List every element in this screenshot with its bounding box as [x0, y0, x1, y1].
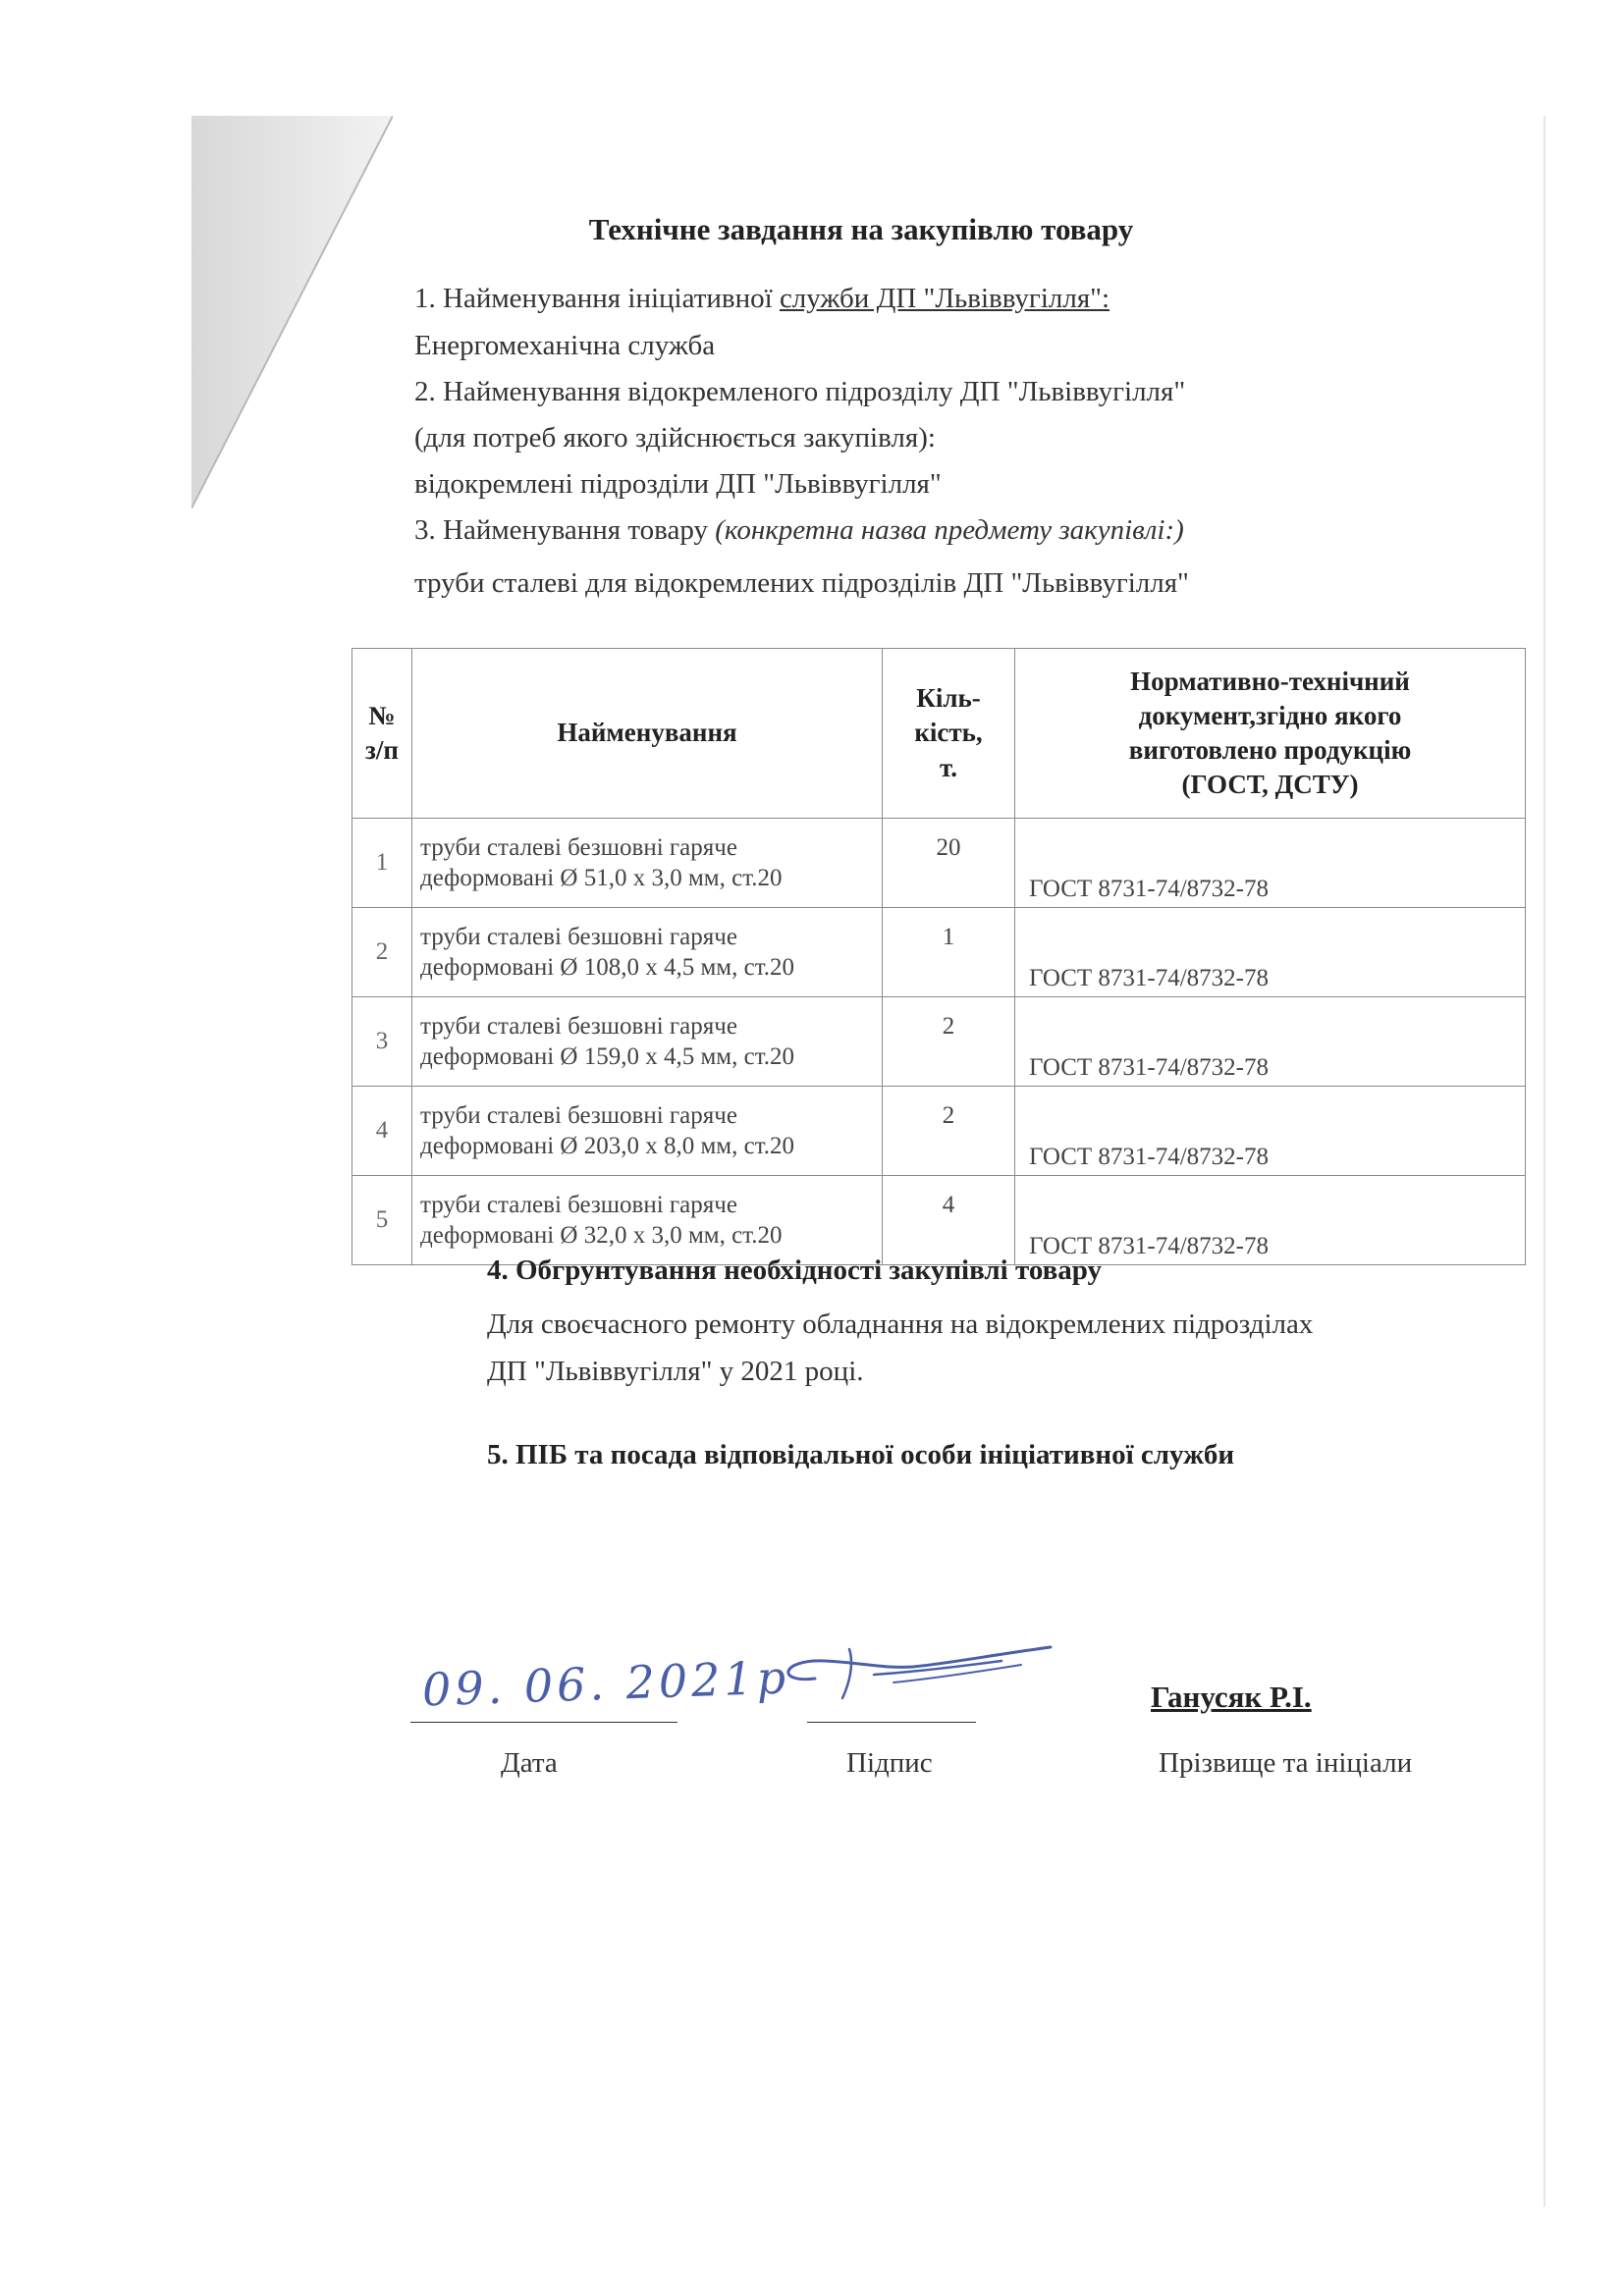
label-name: Прізвище та ініціали [1159, 1747, 1413, 1779]
row-num: 3 [352, 997, 412, 1087]
section2-value: відокремлені підрозділи ДП "Львіввугілля" [414, 468, 942, 500]
table-row [352, 1176, 1526, 1265]
row-num: 4 [352, 1087, 412, 1176]
section3-value: труби сталеві для відокремлених підрозділів ДП "Львіввугілля" [414, 567, 1189, 599]
header-num: № з/п [352, 649, 412, 819]
handwritten-date: 09. 06. 2021р [421, 1650, 790, 1717]
row-num: 2 [352, 908, 412, 997]
document-title: Технічне завдання на закупівлю товару [588, 212, 1134, 246]
row-doc: ГОСТ 8731-74/8732-78 [1015, 1087, 1526, 1176]
row-num: 1 [352, 819, 412, 908]
scan-right-edge [1543, 116, 1545, 2207]
row-name: труби сталеві безшовні гаряче деформовані Ø 203,0 х 8,0 мм, ст.20 [412, 1087, 883, 1176]
label-signature: Підпис [846, 1747, 933, 1779]
goods-table [352, 648, 1526, 1265]
surname: Ганусяк Р.І. [1151, 1680, 1312, 1714]
row-qty: 2 [883, 997, 1015, 1087]
row-qty: 4 [883, 1176, 1015, 1265]
row-name: труби сталеві безшовні гаряче деформовані Ø 51,0 х 3,0 мм, ст.20 [412, 819, 883, 908]
header-doc: Нормативно-технічний документ,згідно якого виготовлено продукцію (ГОСТ, ДСТУ) [1015, 649, 1526, 819]
header-qty: Кіль- кість, т. [883, 649, 1015, 819]
row-doc: ГОСТ 8731-74/8732-78 [1015, 908, 1526, 997]
date-line [410, 1722, 677, 1723]
signature-line [807, 1722, 976, 1723]
row-doc: ГОСТ 8731-74/8732-78 [1015, 819, 1526, 908]
table-header-row [352, 649, 1526, 819]
table-row [352, 819, 1526, 908]
section3-label: 3. Найменування товару (конкретна назва предмету закупівлі:) [414, 514, 1184, 546]
section4-line1: Для своєчасного ремонту обладнання на відокремлених підрозділах [487, 1308, 1314, 1340]
section1-value: Енергомеханічна служба [414, 330, 716, 361]
row-doc: ГОСТ 8731-74/8732-78 [1015, 997, 1526, 1087]
row-qty: 1 [883, 908, 1015, 997]
section3-label-italic: (конкретна назва предмету закупівлі:) [715, 514, 1184, 546]
section4-heading: 4. Обгрунтування необхідності закупівлі товару [487, 1255, 1103, 1286]
row-name: труби сталеві безшовні гаряче деформовані Ø 32,0 х 3,0 мм, ст.20 [412, 1176, 883, 1265]
row-doc: ГОСТ 8731-74/8732-78 [1015, 1176, 1526, 1265]
row-qty: 2 [883, 1087, 1015, 1176]
row-name: труби сталеві безшовні гаряче деформовані Ø 159,0 х 4,5 мм, ст.20 [412, 997, 883, 1087]
section1-label: 1. Найменування ініціативної служби ДП "Львіввугілля": [414, 283, 1110, 314]
section4-line2: ДП "Львіввугілля" у 2021 році. [487, 1356, 864, 1387]
header-name: Найменування [412, 649, 883, 819]
row-num: 5 [352, 1176, 412, 1265]
section5-heading: 5. ПІБ та посада відповідальної особи ініціативної служби [487, 1439, 1235, 1470]
section1-label-underlined: служби ДП "Львіввугілля": [779, 283, 1110, 314]
row-name: труби сталеві безшовні гаряче деформовані Ø 108,0 х 4,5 мм, ст.20 [412, 908, 883, 997]
table-row [352, 908, 1526, 997]
table-row [352, 1087, 1526, 1176]
label-date: Дата [501, 1747, 558, 1779]
scan-fold-shadow [191, 116, 393, 508]
section2-note: (для потреб якого здійснюється закупівля): [414, 422, 936, 454]
table-row [352, 997, 1526, 1087]
handwritten-signature [756, 1629, 1070, 1718]
row-qty: 20 [883, 819, 1015, 908]
section2-label: 2. Найменування відокремленого підрозділу ДП "Львіввугілля" [414, 376, 1186, 407]
